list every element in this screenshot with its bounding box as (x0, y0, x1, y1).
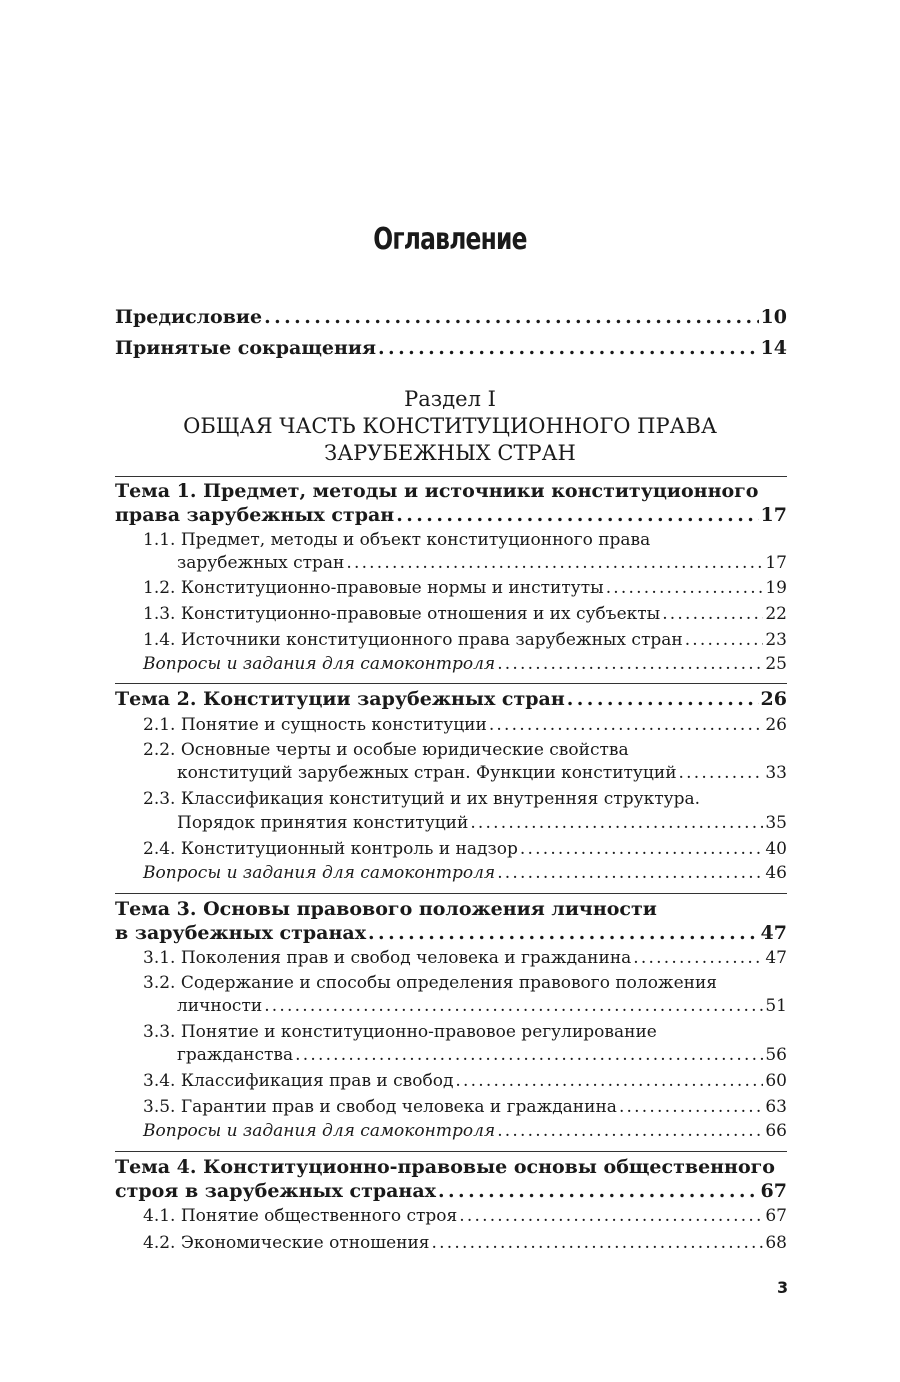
entry-label: Вопросы и задания для самоконтроля (143, 654, 496, 674)
toc-entry-3-3-line1: 3.3. Понятие и конституционно-правовое регулирование (143, 1022, 657, 1042)
topic-3-title-line1: Тема 3. Основы правового положения личности (115, 898, 657, 920)
divider (115, 476, 787, 477)
entry-page: 26 (760, 688, 787, 710)
toc-entry-abbreviations[interactable] (115, 337, 787, 359)
entry-label: личности (177, 996, 263, 1016)
toc-entry-2-1[interactable] (143, 715, 787, 735)
page-title: Оглавление (373, 222, 527, 257)
entry-page: 40 (765, 839, 787, 859)
toc-entry-3-3[interactable] (177, 1045, 787, 1065)
leader-dots (295, 1045, 763, 1065)
leader-dots (606, 578, 764, 598)
entry-page: 19 (765, 578, 787, 598)
entry-label: 3.1. Поколения прав и свобод человека и гражданина (143, 948, 632, 968)
leader-dots (438, 1180, 759, 1202)
leader-dots (567, 688, 759, 710)
toc-entry-2-3[interactable] (177, 813, 787, 833)
toc-entry-topic-4[interactable] (115, 1180, 787, 1202)
topic-4-title-line1: Тема 4. Конституционно-правовые основы общественного (115, 1156, 775, 1178)
toc-entry-1-questions[interactable] (143, 654, 787, 674)
entry-page: 68 (765, 1233, 787, 1253)
divider (115, 1151, 787, 1152)
entry-label: 1.3. Конституционно-правовые отношения и их субъекты (143, 604, 661, 624)
leader-dots (459, 1206, 763, 1226)
leader-dots (489, 715, 764, 735)
entry-label: в зарубежных странах (115, 922, 367, 944)
leader-dots (679, 763, 764, 783)
topic-1-title-line1: Тема 1. Предмет, методы и источники конституционного (115, 480, 759, 502)
toc-entry-1-1-line1: 1.1. Предмет, методы и объект конституционного права (143, 530, 651, 550)
toc-entry-3-4[interactable] (143, 1071, 787, 1091)
entry-label: Порядок принятия конституций (177, 813, 469, 833)
toc-entry-1-3[interactable] (143, 604, 787, 624)
entry-page: 17 (760, 504, 787, 526)
toc-entry-2-4[interactable] (143, 839, 787, 859)
leader-dots (264, 306, 758, 328)
leader-dots (497, 863, 763, 883)
toc-entry-1-2[interactable] (143, 578, 787, 598)
leader-dots (455, 1071, 763, 1091)
entry-label: права зарубежных стран (115, 504, 395, 526)
entry-page: 47 (760, 922, 787, 944)
leader-dots (497, 654, 763, 674)
divider (115, 683, 787, 684)
entry-label: 1.2. Конституционно-правовые нормы и институты (143, 578, 604, 598)
toc-entry-2-2-line1: 2.2. Основные черты и особые юридические свойства (143, 740, 629, 760)
entry-label: строя в зарубежных странах (115, 1180, 436, 1202)
page-number: 3 (777, 1278, 789, 1297)
toc-entry-2-questions[interactable] (143, 863, 787, 883)
entry-page: 33 (765, 763, 787, 783)
entry-label: Тема 2. Конституции зарубежных стран (115, 688, 565, 710)
entry-label: 3.4. Классификация прав и свобод (143, 1071, 454, 1091)
entry-page: 22 (765, 604, 787, 624)
toc-entry-topic-1[interactable] (115, 504, 787, 526)
leader-dots (396, 504, 758, 526)
entry-page: 66 (765, 1121, 787, 1141)
entry-page: 26 (765, 715, 787, 735)
entry-page: 67 (760, 1180, 787, 1202)
toc-entry-topic-2[interactable] (115, 688, 787, 710)
toc-entry-3-2-line1: 3.2. Содержание и способы определения правового положения (143, 973, 718, 993)
entry-page: 17 (765, 553, 787, 573)
entry-page: 67 (765, 1206, 787, 1226)
toc-entry-4-1[interactable] (143, 1206, 787, 1226)
entry-page: 63 (765, 1097, 787, 1117)
leader-dots (633, 948, 763, 968)
leader-dots (470, 813, 763, 833)
entry-label: гражданства (177, 1045, 294, 1065)
entry-page: 46 (765, 863, 787, 883)
leader-dots (685, 630, 764, 650)
entry-label: 3.5. Гарантии прав и свобод человека и гражданина (143, 1097, 617, 1117)
toc-entry-3-5[interactable] (143, 1097, 787, 1117)
toc-entry-4-2[interactable] (143, 1233, 787, 1253)
section-title-line2: ЗАРУБЕЖНЫХ СТРАН (324, 441, 576, 465)
entry-page: 56 (765, 1045, 787, 1065)
toc-entry-1-1[interactable] (177, 553, 787, 573)
entry-label: 4.1. Понятие общественного строя (143, 1206, 458, 1226)
entry-label: Вопросы и задания для самоконтроля (143, 1121, 496, 1141)
entry-label: Вопросы и задания для самоконтроля (143, 863, 496, 883)
leader-dots (264, 996, 763, 1016)
section-title-line1: ОБЩАЯ ЧАСТЬ КОНСТИТУЦИОННОГО ПРАВА (183, 414, 717, 438)
leader-dots (432, 1233, 764, 1253)
toc-entry-1-4[interactable] (143, 630, 787, 650)
entry-label: Принятые сокращения (115, 337, 377, 359)
entry-page: 23 (765, 630, 787, 650)
toc-entry-preface[interactable] (115, 306, 787, 328)
leader-dots (368, 922, 759, 944)
section-number: Раздел I (404, 387, 496, 411)
entry-page: 25 (765, 654, 787, 674)
entry-label: 1.4. Источники конституционного права зарубежных стран (143, 630, 683, 650)
leader-dots (662, 604, 763, 624)
entry-page: 10 (760, 306, 787, 328)
entry-page: 47 (765, 948, 787, 968)
entry-label: Предисловие (115, 306, 263, 328)
leader-dots (520, 839, 763, 859)
entry-label: 2.4. Конституционный контроль и надзор (143, 839, 518, 859)
divider (115, 893, 787, 894)
toc-entry-2-3-line1: 2.3. Классификация конституций и их внутренняя структура. (143, 789, 701, 809)
entry-label: конституций зарубежных стран. Функции конституций (177, 763, 677, 783)
toc-entry-2-2[interactable] (177, 763, 787, 783)
entry-page: 14 (760, 337, 787, 359)
entry-label: 4.2. Экономические отношения (143, 1233, 430, 1253)
leader-dots (619, 1097, 763, 1117)
toc-entry-3-1[interactable] (143, 948, 787, 968)
entry-page: 35 (765, 813, 787, 833)
leader-dots (497, 1121, 763, 1141)
leader-dots (378, 337, 759, 359)
toc-entry-3-2[interactable] (177, 996, 787, 1016)
entry-page: 60 (765, 1071, 787, 1091)
toc-entry-topic-3[interactable] (115, 922, 787, 944)
entry-page: 51 (765, 996, 787, 1016)
leader-dots (346, 553, 763, 573)
entry-label: зарубежных стран (177, 553, 345, 573)
toc-entry-3-questions[interactable] (143, 1121, 787, 1141)
entry-label: 2.1. Понятие и сущность конституции (143, 715, 487, 735)
